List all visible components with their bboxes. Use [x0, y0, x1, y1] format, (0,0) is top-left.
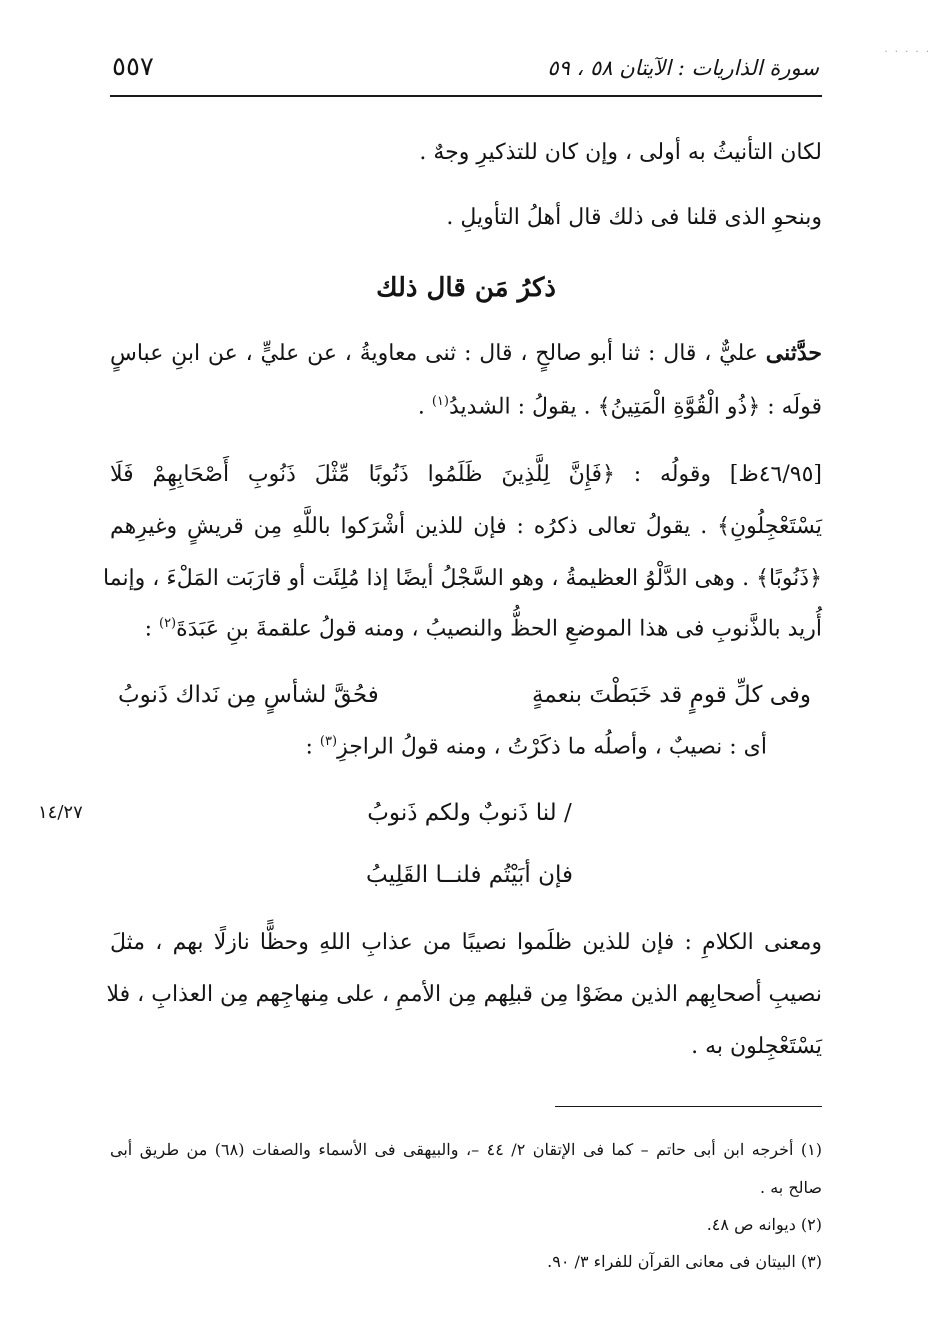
page-number: ٥٥٧ — [112, 52, 154, 82]
margin-reference: ١٤/٢٧ — [38, 802, 83, 823]
meaning-paragraph — [106, 930, 822, 1080]
poem-hemistich-1: وفى كلِّ قومٍ قد خَبَطْتَ بنعمةٍ — [531, 682, 811, 708]
hadith-opening-word: حدَّثنى — [765, 340, 823, 366]
hadith-line-1 — [110, 340, 822, 366]
hadith-chain: عليٌّ ، قال : ثنا أبو صالحٍ ، قال : ثنى معاويةُ ، عن عليٍّ ، عن ابنِ عباسٍ — [110, 341, 758, 366]
paragraph-2-text: وبنحوِ الذى قلنا فى ذلك قال أهلُ التأويلِ . — [446, 205, 822, 230]
hadith-line-2: قولَه : ﴿ذُو الْقُوَّةِ الْمَتِينُ﴾ . يقولُ : الشديدُ$^{(١)}$ . — [417, 394, 822, 420]
section-heading: ذكرُ مَن قال ذلك — [376, 273, 556, 303]
hadith-paragraph — [110, 340, 822, 450]
commentary-line-3: ﴿ذَنُوبًا﴾ . وهى الدَّلْوُ العظيمةُ ، وهو السَّجْلُ أيضًا إذا مُلِئَت أو قارَبَت المَلْءَ ، وإنما — [103, 566, 822, 591]
meaning-line-3: يَسْتَعْجِلون به . — [691, 1034, 822, 1059]
header-rule — [110, 95, 822, 97]
footnote-rule — [555, 1106, 822, 1107]
commentary-line-2: يَسْتَعْجِلُونِ﴾ . يقولُ تعالى ذكرُه : فإن للذين أشْرَكوا باللَّهِ مِن قريشٍ وغيرِهم — [110, 514, 822, 539]
meaning-line-1: ومعنى الكلامِ : فإن للذين ظلَموا نصيبًا من عذابِ اللهِ وحظًّا نازلًا بهم ، مثلَ — [110, 930, 822, 955]
commentary-paragraph — [103, 462, 822, 662]
scan-dots: . . . . . — [884, 44, 931, 55]
footnote-ref-1: (١) — [431, 394, 449, 409]
rajaz-line-2: فإن أبَيْتُم فلنــا القَلِيبُ — [365, 862, 573, 888]
paragraph-1-text: لكان التأنيثُ به أولى ، وإن كان للتذكيرِ وجهٌ . — [419, 140, 822, 165]
book-page: . . . . . ٥٥٧ سورة الذاريات : الآيتان ٥٨ ، ٥٩ لكان التأنيثُ به أولى ، وإن كان للتذكيرِ وجهٌ . وبنحوِ الذى قلنا فى ذلك قال أهلُ التأويلِ . ذكرُ مَن قال ذلك حدَّثنى عليٌّ ، قال : ثنا أبو صالحٍ ، قال : ثنى معاويةُ ، عن عليٍّ ، عن ابنِ عباسٍ قولَه : ﴿ذُو الْقُوَّةِ الْمَتِينُ﴾ . يقولُ : الشديدُ$^{(١)}$ . [٤٦/٩٥ظ] وقولُه : ﴿فَإِنَّ لِلَّذِينَ ظَلَمُوا ذَنُوبًا مِّثْلَ ذَنُوبِ أَصْحَابِهِمْ فَلَا يَسْتَعْجِلُونِ﴾ . يقولُ تعالى ذكرُه : فإن للذين أشْرَكوا باللَّهِ مِن قريشٍ وغيرِهم ﴿ذَنُوبًا﴾ . وهى الدَّلْوُ العظيمةُ ، وهو السَّجْلُ أيضًا إذا مُلِئَت أو قارَبَت المَلْءَ ، وإنما أُريد بالذَّنوبِ فى هذا الموضعِ الحظُّ والنصيبُ ، ومنه قولُ علقمةَ بنِ عَبَدَةَ$^{(٢)}$ : وفى كلِّ قومٍ قد خَبَطْتَ بنعمةٍ فحُقَّ لشأسٍ مِن نَداك ذَنوبُ أى : نصيبٌ ، وأصلُه ما ذكَرْتُ ، ومنه قولُ الراجزِ$^{(٣)}$ : ١٤/٢٧ / لنا ذَنوبٌ ولكم ذَنوبُ فإن أبَيْتُم فلنــا القَلِيبُ ومعنى الكلامِ : فإن للذين ظلَموا نصيبًا من عذابِ اللهِ وحظًّا نازلًا بهم ، مثلَ نصيبِ أصحابِهم الذين مضَوْا مِن قبلِهم مِن الأممِ ، على مِنهاجِهم مِن العذابِ ، فلا يَسْتَعْجِلون به . (١) أخرجه ابن أبى حاتم – كما فى الإتقان ٢/ ٤٤ –، والبيهقى فى الأسماء والصفات (٦٨) من طريق أبى صالح به . (٢) ديوانه ص ٤٨. (٣) البيتان فى معانى القرآن للفراء ٣/ ٩٠. — [0, 0, 939, 1328]
meaning-line-2: نصيبِ أصحابِهم الذين مضَوْا مِن قبلِهم مِن الأممِ ، على مِنهاجِهم مِن العذابِ ، فلا — [106, 982, 822, 1007]
rajaz-line-1: / لنا ذَنوبٌ ولكم ذَنوبُ — [367, 800, 572, 826]
commentary-line-4: أُريد بالذَّنوبِ فى هذا الموضعِ الحظُّ والنصيبُ ، ومنه قولُ علقمةَ بنِ عَبَدَةَ$^{(٢)}$ : — [144, 616, 822, 642]
footnote-1-line-2: صالح به . — [760, 1178, 822, 1197]
footnote-ref-2: (٢) — [158, 616, 177, 631]
poem-hemistich-2: فحُقَّ لشأسٍ مِن نَداك ذَنوبُ — [118, 682, 379, 708]
footnote-ref-3: (٣) — [319, 734, 338, 749]
running-title: سورة الذاريات : الآيتان ٥٨ ، ٥٩ — [547, 56, 819, 80]
commentary-line-1: [٤٦/٩٥ظ] وقولُه : ﴿فَإِنَّ لِلَّذِينَ ظَلَمُوا ذَنُوبًا مِّثْلَ ذَنُوبِ أَصْحَابِهِمْ فَلَا — [110, 462, 822, 487]
footnote-1-line-1: (١) أخرجه ابن أبى حاتم – كما فى الإتقان ٢/ ٤٤ –، والبيهقى فى الأسماء والصفات (٦٨) من طريق أبى — [110, 1140, 823, 1159]
after-poem-line: أى : نصيبٌ ، وأصلُه ما ذكَرْتُ ، ومنه قولُ الراجزِ$^{(٣)}$ : — [305, 734, 767, 760]
